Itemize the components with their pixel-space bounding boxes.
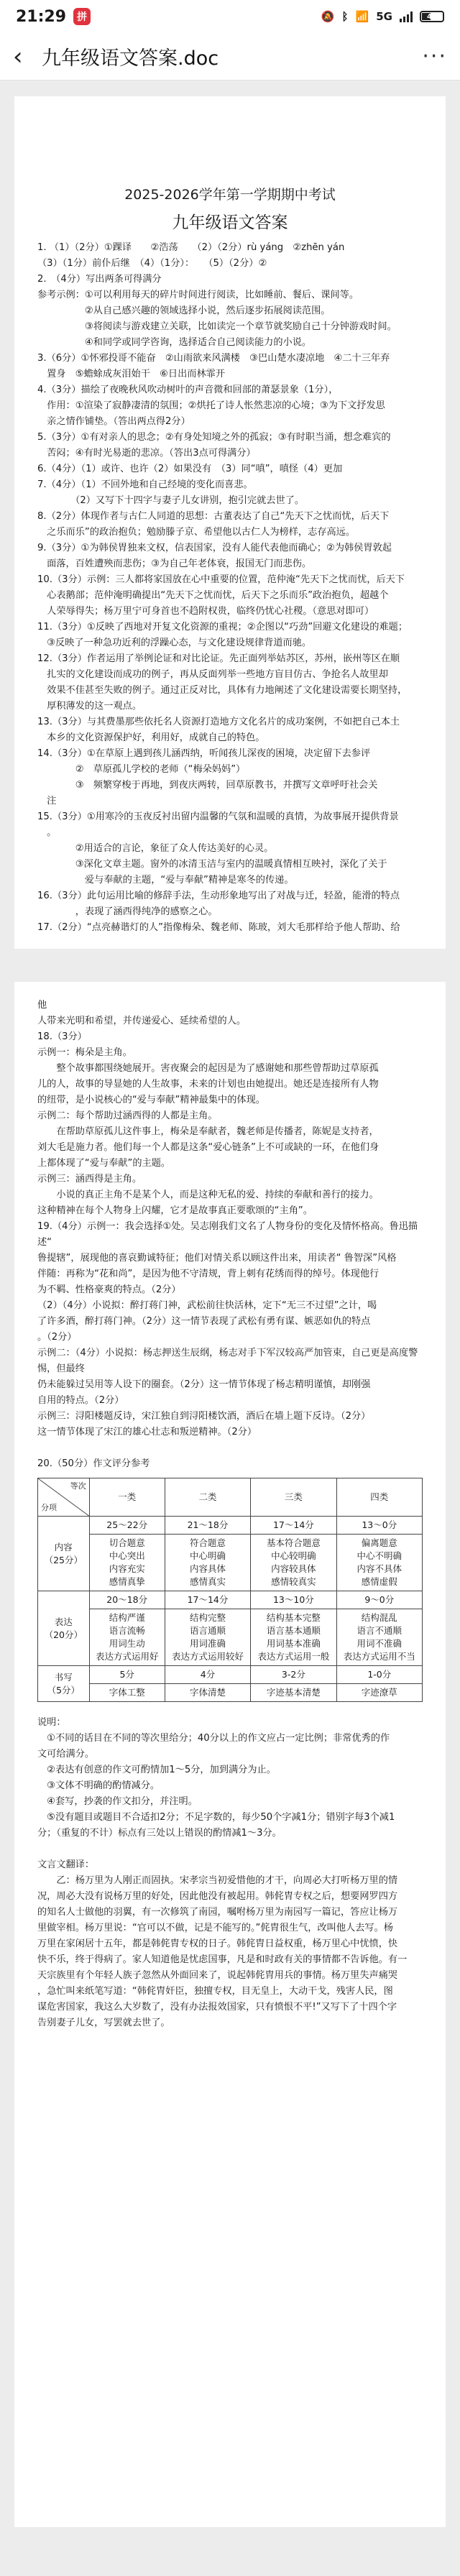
rubric-content-desc-1 <box>89 1535 165 1591</box>
note-line: ②表达有创意的作文可酌情加1～5分，加到满分为止。 <box>37 1765 276 1775</box>
rubric-writing-score: （5分） <box>47 1684 80 1696</box>
rubric-express-desc-1 <box>89 1609 165 1666</box>
note-line: 乙：杨万里为人刚正而固执。宋孝宗当初爱惜他的才干，向周必大打听杨万里的情 <box>37 1875 398 1886</box>
answer-line: 17.（2分）“点亮赫谐灯的人”指像梅朵、魏老师、陈玻，刘大毛那样给予他人帮助、给 <box>37 922 400 933</box>
rubric-text: 中心明确 <box>189 1550 226 1561</box>
answer-line: 亲之情作铺垫。（答出两点得2分） <box>37 416 190 427</box>
rubric-text: 表达方式运用一般 <box>257 1651 330 1662</box>
rubric-text: 语言通顺 <box>189 1625 226 1636</box>
answer-line: 14.（3分）①在草原上遇到孩儿涵西纳，听闻孩儿深夜的困境，决定留下去参评 <box>37 748 371 759</box>
note-line: 文言文翻译： <box>37 1859 95 1870</box>
rubric-express-score: （20分） <box>44 1629 83 1640</box>
rubric-text: 感情较真实 <box>271 1576 316 1587</box>
note-line: 文可给满分。 <box>37 1749 95 1760</box>
note-line: 谋危害国家，我这么大岁数了，没有办法报效国家，只有愤恨不平!”又写下了十四个字 <box>37 2002 397 2012</box>
status-left <box>16 8 91 26</box>
answer-line: ，表现了涵西得纯净的感察之心。 <box>37 906 218 917</box>
note-line: ③文体不明确的酌情减分。 <box>37 1780 160 1791</box>
answer-line: 面落，百姓遭殃而悲伤；③为自己年老体衰，报国无门而悲伤。 <box>37 558 312 569</box>
rubric-text: 用词不准确 <box>356 1638 402 1649</box>
rubric-express-desc-2 <box>165 1609 250 1666</box>
rubric-express-desc-row <box>38 1609 423 1666</box>
answer-line: 为不羁、性格豪爽的特点。（2分） <box>37 1284 181 1295</box>
answer-line: 2. （4分）写出两条可得满分 <box>37 274 162 285</box>
answer-line: 示例三：浔阳楼题反诗，宋江独自到浔阳楼饮酒，酒后在墙上题下反诗。（2分） <box>37 1411 371 1422</box>
rubric-content-desc-2 <box>165 1535 250 1591</box>
answer-line <box>37 1440 423 1456</box>
note-line: ⑤没有题目或题目不合适扣2分；不足字数的，每少50个字减1分；错别字每3个减1 <box>37 1812 395 1823</box>
answer-line: 人荣辱得失；杨万里宁可身首也不趋附权贵，临终仍忧心社稷。（意思对即可） <box>37 606 374 617</box>
answer-line: 爱与奉献的主题，“爱与奉献”精神是寒冬的传递。 <box>37 875 294 886</box>
rubric-text: 结构严谨 <box>109 1612 145 1623</box>
answer-line: 他 <box>37 1000 47 1011</box>
rubric-level-2: 二类 <box>165 1478 250 1517</box>
rubric-text: 符合题意 <box>189 1537 226 1548</box>
answer-line: 小说的真正主角不是某个人，而是这种无私的爱、持续的奉献和善行的接力。 <box>37 1190 379 1200</box>
note-line: 况，周必大没有说杨万里的好处，因此他没有被起用。韩侂胄专权之后，想要网罗四方 <box>37 1891 398 1902</box>
rubric-express-label-cell <box>38 1591 90 1666</box>
rubric-level-1: 一类 <box>89 1478 165 1517</box>
rubric-writing-label-cell <box>38 1666 90 1702</box>
app-notification-icon: 拼 <box>73 8 91 25</box>
note-line: 分；（重复的不计）标点有三处以上错误的酌情减1～3分。 <box>37 1828 282 1839</box>
answer-line: 的纽带，是小说核心的“爱与奉献”精神最集中的体现。 <box>37 1095 265 1105</box>
rubric-text: 切合题意 <box>109 1537 145 1548</box>
rubric-content-desc-4 <box>336 1535 422 1591</box>
wifi-icon: 📶 <box>355 10 369 23</box>
answer-line: 心表鹅部；范仲淹明确提出“先天下之忧而忧，后天下之乐而乐”政治抱负，超越个 <box>37 590 389 601</box>
rubric-text: 表达方式运用好 <box>95 1651 159 1662</box>
status-right <box>321 10 444 23</box>
rubric-content-range-row <box>38 1517 423 1535</box>
document-page-2 <box>14 982 446 2527</box>
answer-line: 这一情节体现了宋江的雄心壮志和叛逆精神。（2分） <box>37 1427 257 1438</box>
page1-content <box>37 240 423 936</box>
answer-line: 上都体现了“爱与奉献”的主题。 <box>37 1158 171 1169</box>
rubric-content-score: （25分） <box>44 1554 83 1565</box>
rubric-content-label-cell <box>38 1517 90 1591</box>
rubric-writing-range-1: 5分 <box>89 1666 165 1684</box>
answer-line: 扎实的文化建设而成功的例子，再从反面列举一些地方盲目仿古、争抢名人故里却 <box>37 669 388 680</box>
rubric-text: 语言不通顺 <box>356 1625 402 1636</box>
rubric-writing-range-3: 3-2分 <box>251 1666 336 1684</box>
answer-line: 示例三：涵西得是主角。 <box>37 1174 142 1184</box>
answer-line: 之乐而乐”的政治抱负；勉励滕子京、希望他以古仁人为榜样，志存高远。 <box>37 527 356 538</box>
rubric-content-desc-row <box>38 1535 423 1591</box>
document-page-1 <box>14 96 446 949</box>
note-line: ④套写，抄袭的作文扣分，并注明。 <box>37 1796 198 1807</box>
battery-level: 41 <box>427 12 437 21</box>
answer-line: 整个故事都围绕她展开。害夜聚会的起因是为了感谢她和那些曾帮助过草原孤 <box>37 1063 379 1074</box>
answer-line: 5.（3分）①有对亲人的思念；②有身处知境之外的孤寂；③有时职当涌，想念难宾的 <box>37 432 391 443</box>
mute-icon: 🔕 <box>321 10 335 23</box>
answer-line: 12.（3分）作者运用了举例论证和对比论证。先正面列举姑苏区，苏州，嵌州等区在顺 <box>37 653 400 664</box>
answer-line: ② 草原孤儿学校的老师（“梅朵妈妈”） <box>37 764 246 775</box>
rubric-text: 感情真实 <box>189 1576 226 1587</box>
rubric-text: 中心不明确 <box>356 1550 402 1561</box>
rubric-text: 内容较具体 <box>271 1563 316 1574</box>
rubric-text: 基本符合题意 <box>266 1537 321 1548</box>
rubric-text: 偏离题意 <box>361 1537 397 1548</box>
answer-line: 16.（3分）此句运用比喻的修辞手法，生动形象地写出了对战与迁，轻盈，能滑的特点 <box>37 891 400 901</box>
rubric-writing-range-row <box>38 1666 423 1684</box>
answer-line: 3.（6分）①怀邪投哥不能奋 ②山雨欲来风满楼 ③巴山楚水凄凉地 ④二十三年弃 <box>37 353 390 364</box>
answer-line: 。 <box>37 827 57 838</box>
answer-line: 置身 ⑤蟾蜍成灰泪始干 ⑥日出而林霏开 <box>37 369 226 380</box>
battery-icon <box>420 11 444 22</box>
note-line: 说明： <box>37 1717 66 1728</box>
rubric-text: 内容不具体 <box>356 1563 402 1574</box>
answer-line: 20.（50分）作文评分参考 <box>37 1458 150 1469</box>
rubric-writing-desc-2: 字体清楚 <box>165 1684 250 1702</box>
rubric-text: 结构完整 <box>189 1612 226 1623</box>
rubric-text: 结构基本完整 <box>266 1612 321 1623</box>
rubric-content-desc-3 <box>251 1535 336 1591</box>
status-bar <box>0 0 460 33</box>
exam-subtitle: 九年级语文答案 <box>172 213 288 232</box>
answer-line: 10.（3分）示例：三人都将家国放在心中重要的位置，范仲淹“先天下之忧而忧，后天下 <box>37 574 405 585</box>
rubric-text: 用词准确 <box>189 1638 226 1649</box>
page2-content-top <box>37 998 423 1472</box>
rubric-text: 中心较明确 <box>271 1550 316 1561</box>
rubric-text: 感情真挚 <box>109 1576 145 1587</box>
bluetooth-icon: ᛒ <box>341 10 349 23</box>
answer-line: 鲁提辖”，展现他的喜哀勤诚特征；他们对情关系以顾这件出来，用读者“ 鲁智深”风格 <box>37 1253 397 1264</box>
answer-line: 儿的人，故事的导显她的人生故事，未来的计划也由她提出。她还是连接所有人物 <box>37 1079 379 1090</box>
answer-line: 6.（4分）（1）或许、也许（2）如果没有 （3）同“嗔”，嗔怪（4）更加 <box>37 464 343 474</box>
rubric-text: 内容具体 <box>189 1563 226 1574</box>
answer-line: ②从自己感兴趣的领域选择小说，然后逐步拓展阅读范围。 <box>37 305 331 316</box>
rubric-writing-desc-1: 字体工整 <box>89 1684 165 1702</box>
answer-line: 作用：①渲染了寂静凄清的氛围；②烘托了诗人怅然悲凉的心境；③为下文抒发思 <box>37 400 385 411</box>
answer-line: 苦闷；④有时光易逝的悲凉。（答出3点可得满分） <box>37 448 256 459</box>
note-line: 天宗族里有个年轻人族子忽然从外面回来了，说起韩侂胄用兵的事情。杨万里失声痛哭 <box>37 1970 398 1981</box>
note-line: 的知名人士做他的羽翼，有一次修筑了南园，嘱咐杨万里为南园写一篇记，答应让杨万 <box>37 1907 398 1918</box>
answer-line: 刘大毛是施力者。他们每一个人都是这条“爱心链条”上不可或缺的一环，在他们身 <box>37 1142 380 1153</box>
answer-line: 效果不佳甚至失败的例子。通过正反对比，具体有力地阐述了文化建设需要长期坚持， <box>37 685 408 696</box>
answer-line: 9.（3分）①为韩侯胃独来文权，信表国家，没有人能代表他而确心；②为韩侯胃敦起 <box>37 543 392 553</box>
note-line: 里做宰相。杨万里说：“官可以不做，记是不能写的。”侂胄很生气，改叫他人去写。杨 <box>37 1923 393 1933</box>
rubric-corner-top: 等次 <box>70 1481 86 1491</box>
rubric-text: 语言流畅 <box>109 1625 145 1636</box>
rubric-level-3: 三类 <box>251 1478 336 1517</box>
rubric-writing-desc-4: 字迹潦草 <box>336 1684 422 1702</box>
answer-line: （2）又写下十四字与妻子儿女讲别，抱引完就去世了。 <box>37 495 305 506</box>
rubric-express-label: 表达 <box>54 1616 73 1627</box>
signal-icon <box>400 11 413 22</box>
rubric-express-desc-4 <box>336 1609 422 1666</box>
answer-line: 在帮助草原孤儿这件事上，梅朵是奉献者，魏老师是传播者，陈妮是支持者， <box>37 1126 379 1137</box>
answer-line: 8.（2分）体现作者与古仁人同道的思想：古董表达了自己“先天下之忧而忧，后天下 <box>37 511 390 522</box>
answer-line: 仍未能躲过吴用等人设下的圈套。（2分）这一情节体现了杨志精明谨慎，却刚强 <box>37 1379 371 1390</box>
answer-line: 人带来光明和希望，并传递爱心、延续希望的人。 <box>37 1016 247 1026</box>
rubric-text: 用词基本准确 <box>266 1638 321 1649</box>
rubric-text: 表达方式运用不当 <box>343 1651 415 1662</box>
note-line: 告别妻子儿女，写罢就去世了。 <box>37 2018 170 2028</box>
answer-line: 示例二：（4分）小说拟：杨志押送生辰纲，杨志对手下军汉较高严加管束，自己更是高度警惕，但最终 <box>37 1348 418 1374</box>
answer-line: 了许多酒，醉打蒋门神。（2分）这一情节表现了武松有勇有谋、嫉恶如仇的特点 <box>37 1316 371 1327</box>
answer-line: ④和同学或同学咨询，选择适合自己阅读能力的小说。 <box>37 337 312 348</box>
back-arrow-icon[interactable]: ‹ <box>13 42 23 71</box>
answer-line: （3）（1分）前仆后继 （4）（1分）： （5）（2分）② <box>37 258 267 269</box>
rubric-header-row <box>38 1478 423 1517</box>
rubric-text: 中心突出 <box>109 1550 145 1561</box>
rubric-level-4: 四类 <box>336 1478 422 1517</box>
rubric-writing-range-4: 1-0分 <box>336 1666 422 1684</box>
answer-line: 15.（3分）①用寒冷的玉夜反衬出留内温馨的气氛和温暖的真情，为故事展开提供背景 <box>37 811 399 822</box>
rubric-express-range-4: 9～0分 <box>336 1591 422 1609</box>
rubric-corner-cell <box>38 1478 90 1517</box>
note-line: ，急忙叫来纸笔写道：“韩侂胄奸臣，独擅专权，目无皇上，大动干戈，残害人民，图 <box>37 1986 393 1997</box>
rubric-content-range-1: 25～22分 <box>89 1517 165 1535</box>
rubric-content-range-2: 21～18分 <box>165 1517 250 1535</box>
note-line: 快不乐，终于得病了。家人知道他是忧虑国事，凡是和时政有关的事情都不告诉他。有一 <box>37 1954 408 1965</box>
answer-line: 参考示例：①可以利用每天的碎片时间进行阅读，比如睡前、餐后、课间等。 <box>37 290 359 300</box>
rubric-express-range-row <box>38 1591 423 1609</box>
answer-line: 4.（3分）描绘了夜晚秋风吹动树叶的声音微和回部的萧瑟景象（1分）， <box>37 385 339 395</box>
answer-line: ②用适合的言论，象征了众人传达美好的心灵。 <box>37 843 274 854</box>
note-line <box>37 1841 423 1857</box>
answer-line: ③深化文章主题。窗外的冰清玉洁与室内的温暖真情相互映衬，深化了关于 <box>37 859 387 870</box>
answer-line: 13.（3分）与其费墨那些依托名人资源打造地方文化名片的成功案例，不如把自己本土 <box>37 717 400 727</box>
spacer <box>37 1702 423 1715</box>
rubric-text: 结构混乱 <box>361 1612 397 1623</box>
more-options-icon[interactable]: ··· <box>422 44 447 69</box>
page2-content-bottom <box>37 1715 423 2031</box>
rubric-writing-label: 书写 <box>54 1671 73 1683</box>
answer-line: 注 <box>37 796 57 806</box>
answer-line: 厚积薄发的这一观点。 <box>37 701 142 712</box>
rubric-text: 语言基本通顺 <box>266 1625 321 1636</box>
document-title: 九年级语文答案.doc <box>42 47 219 70</box>
rubric-content-range-3: 17～14分 <box>251 1517 336 1535</box>
rubric-express-range-3: 13～10分 <box>251 1591 336 1609</box>
rubric-writing-range-2: 4分 <box>165 1666 250 1684</box>
network-label: 5G <box>376 10 392 23</box>
answer-line: 这种精神在每个人物身上闪耀，它才是故事真正要歌颂的“主角”。 <box>37 1205 313 1216</box>
note-line: 万里在家闲居十五年，都是韩侂胄专权的日子。韩侂胄日益权重，杨万里心中忧愤，快 <box>37 1938 398 1949</box>
rubric-text: 感情虚假 <box>361 1576 397 1587</box>
rubric-text: 用词生动 <box>109 1638 145 1649</box>
essay-rubric-table <box>37 1478 423 1702</box>
status-time: 21:29 <box>16 7 67 26</box>
answer-line: ③ 频繁穿梭于再地，到夜庆两转，回草原教书，并撰写文章呼吁社会关 <box>37 780 378 791</box>
rubric-content-range-4: 13～0分 <box>336 1517 422 1535</box>
rubric-corner-bottom: 分项 <box>41 1503 57 1512</box>
rubric-express-desc-3 <box>251 1609 336 1666</box>
answer-line: 18.（3分） <box>37 1031 87 1042</box>
exam-title: 2025-2026学年第一学期期中考试 <box>124 187 336 203</box>
rubric-content-label: 内容 <box>54 1541 73 1552</box>
answer-line: 本乡的文化资源保护好，利用好，成就自己的特色。 <box>37 732 265 743</box>
answer-line: 1. （1）（2分）①踝译 ②浩荡 （2）（2分）rù yáng ②zhēn yán <box>37 242 345 253</box>
app-bar <box>0 33 460 80</box>
answer-line: 7.（4分）（1）不回外地和自己经境的变化而喜悲。 <box>37 479 253 490</box>
rubric-text: 表达方式运用较好 <box>171 1651 244 1662</box>
rubric-express-range-1: 20～18分 <box>89 1591 165 1609</box>
rubric-text: 内容充实 <box>109 1563 145 1574</box>
rubric-writing-desc-3: 字迹基本清楚 <box>251 1684 336 1702</box>
answer-line: 自用的特点。（2分） <box>37 1395 124 1406</box>
note-line: ①不同的话目在不同的等次里给分；40分以上的作文应占一定比例；非常优秀的作 <box>37 1733 390 1744</box>
rubric-express-range-2: 17～14分 <box>165 1591 250 1609</box>
answer-line: 示例一：梅朵是主角。 <box>37 1047 132 1058</box>
answer-line: 。（2分） <box>37 1332 77 1343</box>
answer-line: 示例二：每个帮助过涵西得的人都是主角。 <box>37 1110 218 1121</box>
answer-line: （2）（4分）小说拟：醉打蒋门神，武松前往快活林，定下“无三不过望”之计，喝 <box>37 1300 377 1311</box>
answer-line: ③反映了一种急功近利的浮躁心态，与文化建设规律背道而驰。 <box>37 638 312 648</box>
answer-line: ③将阅读与游戏建立关联，比如读完一个章节就奖励自己十分钟游戏时间。 <box>37 321 397 332</box>
answer-line: 19.（4分）示例一：我会选择①处。吴志刚我们文名了人物身份的变化及情怀格高。鲁迅描述“ <box>37 1221 418 1248</box>
answer-line: 11.（3分）①反映了西地对开复文化资源的重视；②企图以“巧劲”回避文化建设的难题； <box>37 622 408 632</box>
rubric-writing-desc-row <box>38 1684 423 1702</box>
answer-line: 伴随：再称为“花和尚”，是因为他不守清规，背上刺有花绣而得的绰号。体现他行 <box>37 1269 380 1279</box>
